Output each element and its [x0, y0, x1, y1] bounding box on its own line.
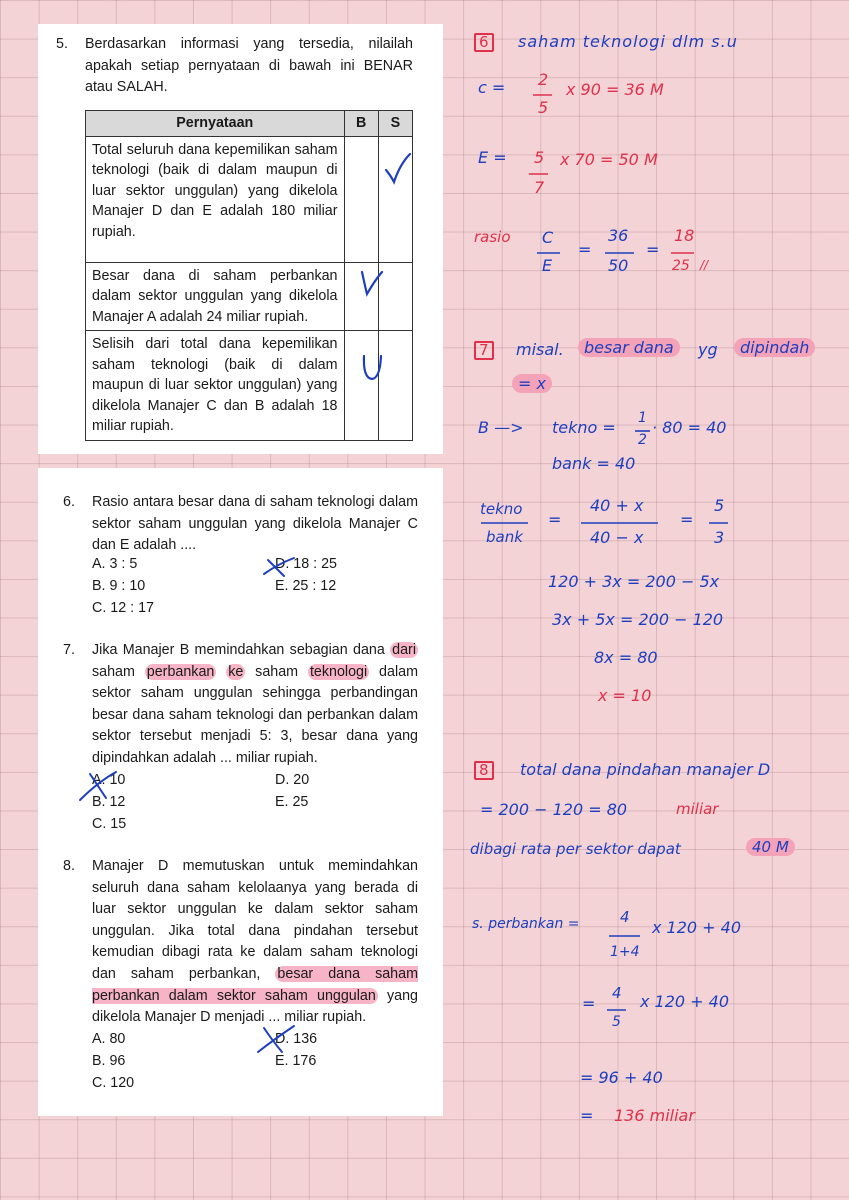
salah-cell[interactable] — [378, 331, 412, 441]
text-segment — [216, 664, 226, 680]
fraction-numerator: C — [542, 228, 554, 247]
note-label: 7 — [474, 341, 494, 360]
question-7 — [38, 640, 443, 772]
equation-lhs: s. perbankan = — [472, 916, 580, 932]
fraction-denominator: 3 — [714, 528, 725, 547]
highlighted-text: besar dana saham perbankan dalam sektor saham unggulan — [92, 965, 418, 1004]
cross-mark-icon — [76, 768, 120, 804]
checkmark-icon — [358, 268, 388, 298]
fraction-numerator: tekno — [480, 500, 523, 518]
option-e[interactable]: E. 25 : 12 — [275, 578, 337, 594]
fraction-bar — [480, 521, 530, 525]
fraction-bar — [536, 251, 562, 255]
equals-sign: = — [578, 240, 592, 259]
equation-rest: x 120 + 40 — [640, 992, 730, 1011]
fraction-numerator: 18 — [674, 226, 695, 245]
question-6 — [38, 492, 443, 558]
note-label: 6 — [474, 33, 494, 52]
column-header: Pernyataan — [86, 111, 345, 137]
question-5-card — [38, 24, 443, 454]
equation-line: = 96 + 40 — [580, 1068, 663, 1087]
equals-sign: = — [548, 510, 562, 529]
fraction-denominator: 5 — [612, 1014, 621, 1030]
note-title: saham teknologi dlm s.u — [518, 32, 738, 51]
question-number: 5. — [56, 36, 68, 52]
cross-mark-icon — [262, 556, 296, 578]
equation-lhs: c = — [478, 78, 506, 97]
equation-rest: x 90 = 36 M — [566, 80, 664, 99]
question-number: 8. — [63, 858, 75, 874]
fraction-bar — [532, 93, 554, 97]
equation-rest: x 70 = 50 M — [560, 150, 658, 169]
option-d[interactable]: D. 136 — [275, 1031, 318, 1047]
fraction-bar — [580, 521, 660, 525]
highlighted-text: perbankan — [146, 663, 215, 680]
note-label: 8 — [474, 761, 494, 780]
option-b[interactable]: B. 96 — [92, 1053, 126, 1069]
equation-lhs: E = — [478, 148, 507, 167]
text-segment: Jika Manajer B memindahkan sebagian dana — [92, 642, 391, 658]
ratio-label: rasio — [474, 228, 511, 246]
fraction-numerator: 4 — [620, 908, 630, 926]
equation-line: = 200 − 120 = 80 — [480, 800, 628, 819]
column-header: S — [378, 111, 412, 137]
highlighted-text: ke — [228, 663, 244, 680]
question-text: Berdasarkan informasi yang tersedia, nilailah apakah setiap pernyataan di bawah ini BENAR atau SALAH. — [85, 36, 413, 96]
equation-answer: 136 miliar — [614, 1106, 695, 1125]
option-e[interactable]: E. 176 — [275, 1053, 317, 1069]
equation-line: bank = 40 — [552, 454, 636, 473]
cross-mark-icon — [256, 1024, 296, 1056]
fraction-numerator: 4 — [612, 984, 622, 1002]
highlighted-text: dari — [392, 642, 416, 658]
fraction-bar — [604, 251, 636, 255]
statement-text: Besar dana di saham perbankan dalam sektor unggulan yang dikelola Manajer A adalah 24 miliar rupiah. — [86, 262, 345, 331]
checkmark-icon — [383, 152, 413, 186]
note-text: misal. — [516, 340, 564, 359]
benar-cell[interactable] — [344, 331, 378, 441]
highlighted-note: dipindah — [734, 338, 815, 357]
checkmark-icon — [360, 352, 388, 384]
fraction-numerator: 2 — [538, 70, 549, 89]
fraction-denominator: 1+4 — [610, 944, 640, 960]
answer-mark: // — [700, 258, 709, 272]
question-8 — [38, 856, 443, 1032]
text-segment: saham — [245, 663, 308, 680]
table-header-row — [86, 111, 413, 137]
text-segment: yang dikelola Manajer D menjadi ... miliar rupiah. — [92, 987, 418, 1026]
unit-label: miliar — [676, 800, 719, 818]
fraction-denominator: 2 — [638, 432, 647, 448]
question-text: Rasio antara besar dana di saham teknologi dalam sektor saham unggulan yang dikelola Manajer C dan E adalah .... — [92, 494, 418, 554]
table-row — [86, 136, 413, 262]
question-number: 6. — [63, 494, 75, 510]
text-segment: Manajer D memutuskan untuk memindahkan seluruh dana saham kelolaanya yang berada di luar sektor unggulan ke dalam sektor saham unggulan. Jika total dana pindahan tersebut kemudian dibagi rata ke dalam saham teknologi dan saham perbankan, — [92, 858, 418, 982]
statement-text: Total seluruh dana kepemilikan saham teknologi (baik di dalam maupun di luar sektor unggulan) yang dikelola Manajer D dan E adalah 180 miliar rupiah. — [86, 136, 345, 262]
option-e[interactable]: E. 25 — [275, 794, 309, 810]
equation-line: 8x = 80 — [594, 648, 658, 667]
fraction-denominator: 7 — [534, 178, 545, 197]
fraction-denominator: 5 — [538, 98, 549, 117]
fraction-denominator: 50 — [608, 256, 629, 275]
fraction-bar — [708, 521, 730, 525]
question-text — [92, 856, 418, 1029]
note-title: total dana pindahan manajer D — [520, 760, 771, 779]
equals-sign: = — [580, 1106, 594, 1125]
equation-lhs: B —> — [478, 418, 524, 437]
fraction-denominator: bank — [486, 528, 523, 546]
highlighted-note: 40 M — [746, 838, 795, 856]
table-row — [86, 331, 413, 441]
equation-rest: x 120 + 40 — [652, 918, 742, 937]
statement-text: Selisih dari total dana kepemilikan saham teknologi (baik di dalam maupun di luar sektor unggulan) yang dikelola Manajer C dan B adalah 18 miliar rupiah. — [86, 331, 345, 441]
fraction-numerator: 5 — [714, 496, 725, 515]
text-segment: saham — [92, 663, 145, 680]
fraction-bar — [606, 1008, 628, 1012]
equation-line: 3x + 5x = 200 − 120 — [552, 610, 724, 629]
option-b[interactable]: B. 12 — [92, 794, 126, 810]
question-text — [92, 640, 418, 770]
fraction-numerator: 5 — [534, 148, 545, 167]
note-text: yg — [698, 340, 718, 359]
fraction-numerator: 40 + x — [590, 496, 644, 515]
fraction-bar — [608, 934, 642, 938]
equation-answer: x = 10 — [598, 686, 652, 705]
fraction-numerator: 36 — [608, 226, 629, 245]
highlighted-text: teknologi — [309, 663, 368, 680]
fraction-bar — [634, 429, 652, 433]
option-c[interactable]: C. 120 — [92, 1075, 135, 1091]
option-d[interactable]: D. 18 : 25 — [275, 556, 337, 572]
column-header: B — [344, 111, 378, 137]
equation-rest: · 80 = 40 — [652, 418, 727, 437]
note-text: dibagi rata per sektor dapat — [470, 840, 681, 858]
question-number: 7. — [63, 642, 75, 658]
text-segment: dalam sektor saham unggulan sehingga perbandingan besar dana saham teknologi dan perbankan dalam sektor tersebut menjadi 5: 3, besar dana yang dipindahkan adalah ... miliar rupiah. — [92, 663, 418, 766]
fraction-denominator: 40 − x — [590, 528, 644, 547]
questions-6-8-card — [38, 468, 443, 1116]
option-c[interactable]: C. 15 — [92, 816, 127, 832]
benar-cell[interactable] — [344, 136, 378, 262]
fraction-bar — [670, 251, 696, 255]
option-d[interactable]: D. 20 — [275, 772, 310, 788]
equals-sign: = — [582, 994, 596, 1013]
option-c[interactable]: C. 12 : 17 — [92, 600, 154, 616]
option-a[interactable]: A. 10 — [92, 772, 126, 788]
highlighted-note: besar dana — [578, 338, 680, 357]
fraction-numerator: 1 — [638, 410, 647, 426]
fraction-bar — [528, 172, 550, 176]
option-b[interactable]: B. 9 : 10 — [92, 578, 146, 594]
fraction-denominator: 25 — [672, 258, 690, 274]
highlighted-note: = x — [512, 374, 552, 393]
equals-sign: = — [646, 240, 660, 259]
equation-line: 120 + 3x = 200 − 5x — [548, 572, 720, 591]
option-a[interactable]: A. 80 — [92, 1031, 126, 1047]
option-a[interactable]: A. 3 : 5 — [92, 556, 138, 572]
equation-mid: tekno = — [552, 418, 616, 437]
equals-sign: = — [680, 510, 694, 529]
fraction-denominator: E — [542, 256, 553, 275]
